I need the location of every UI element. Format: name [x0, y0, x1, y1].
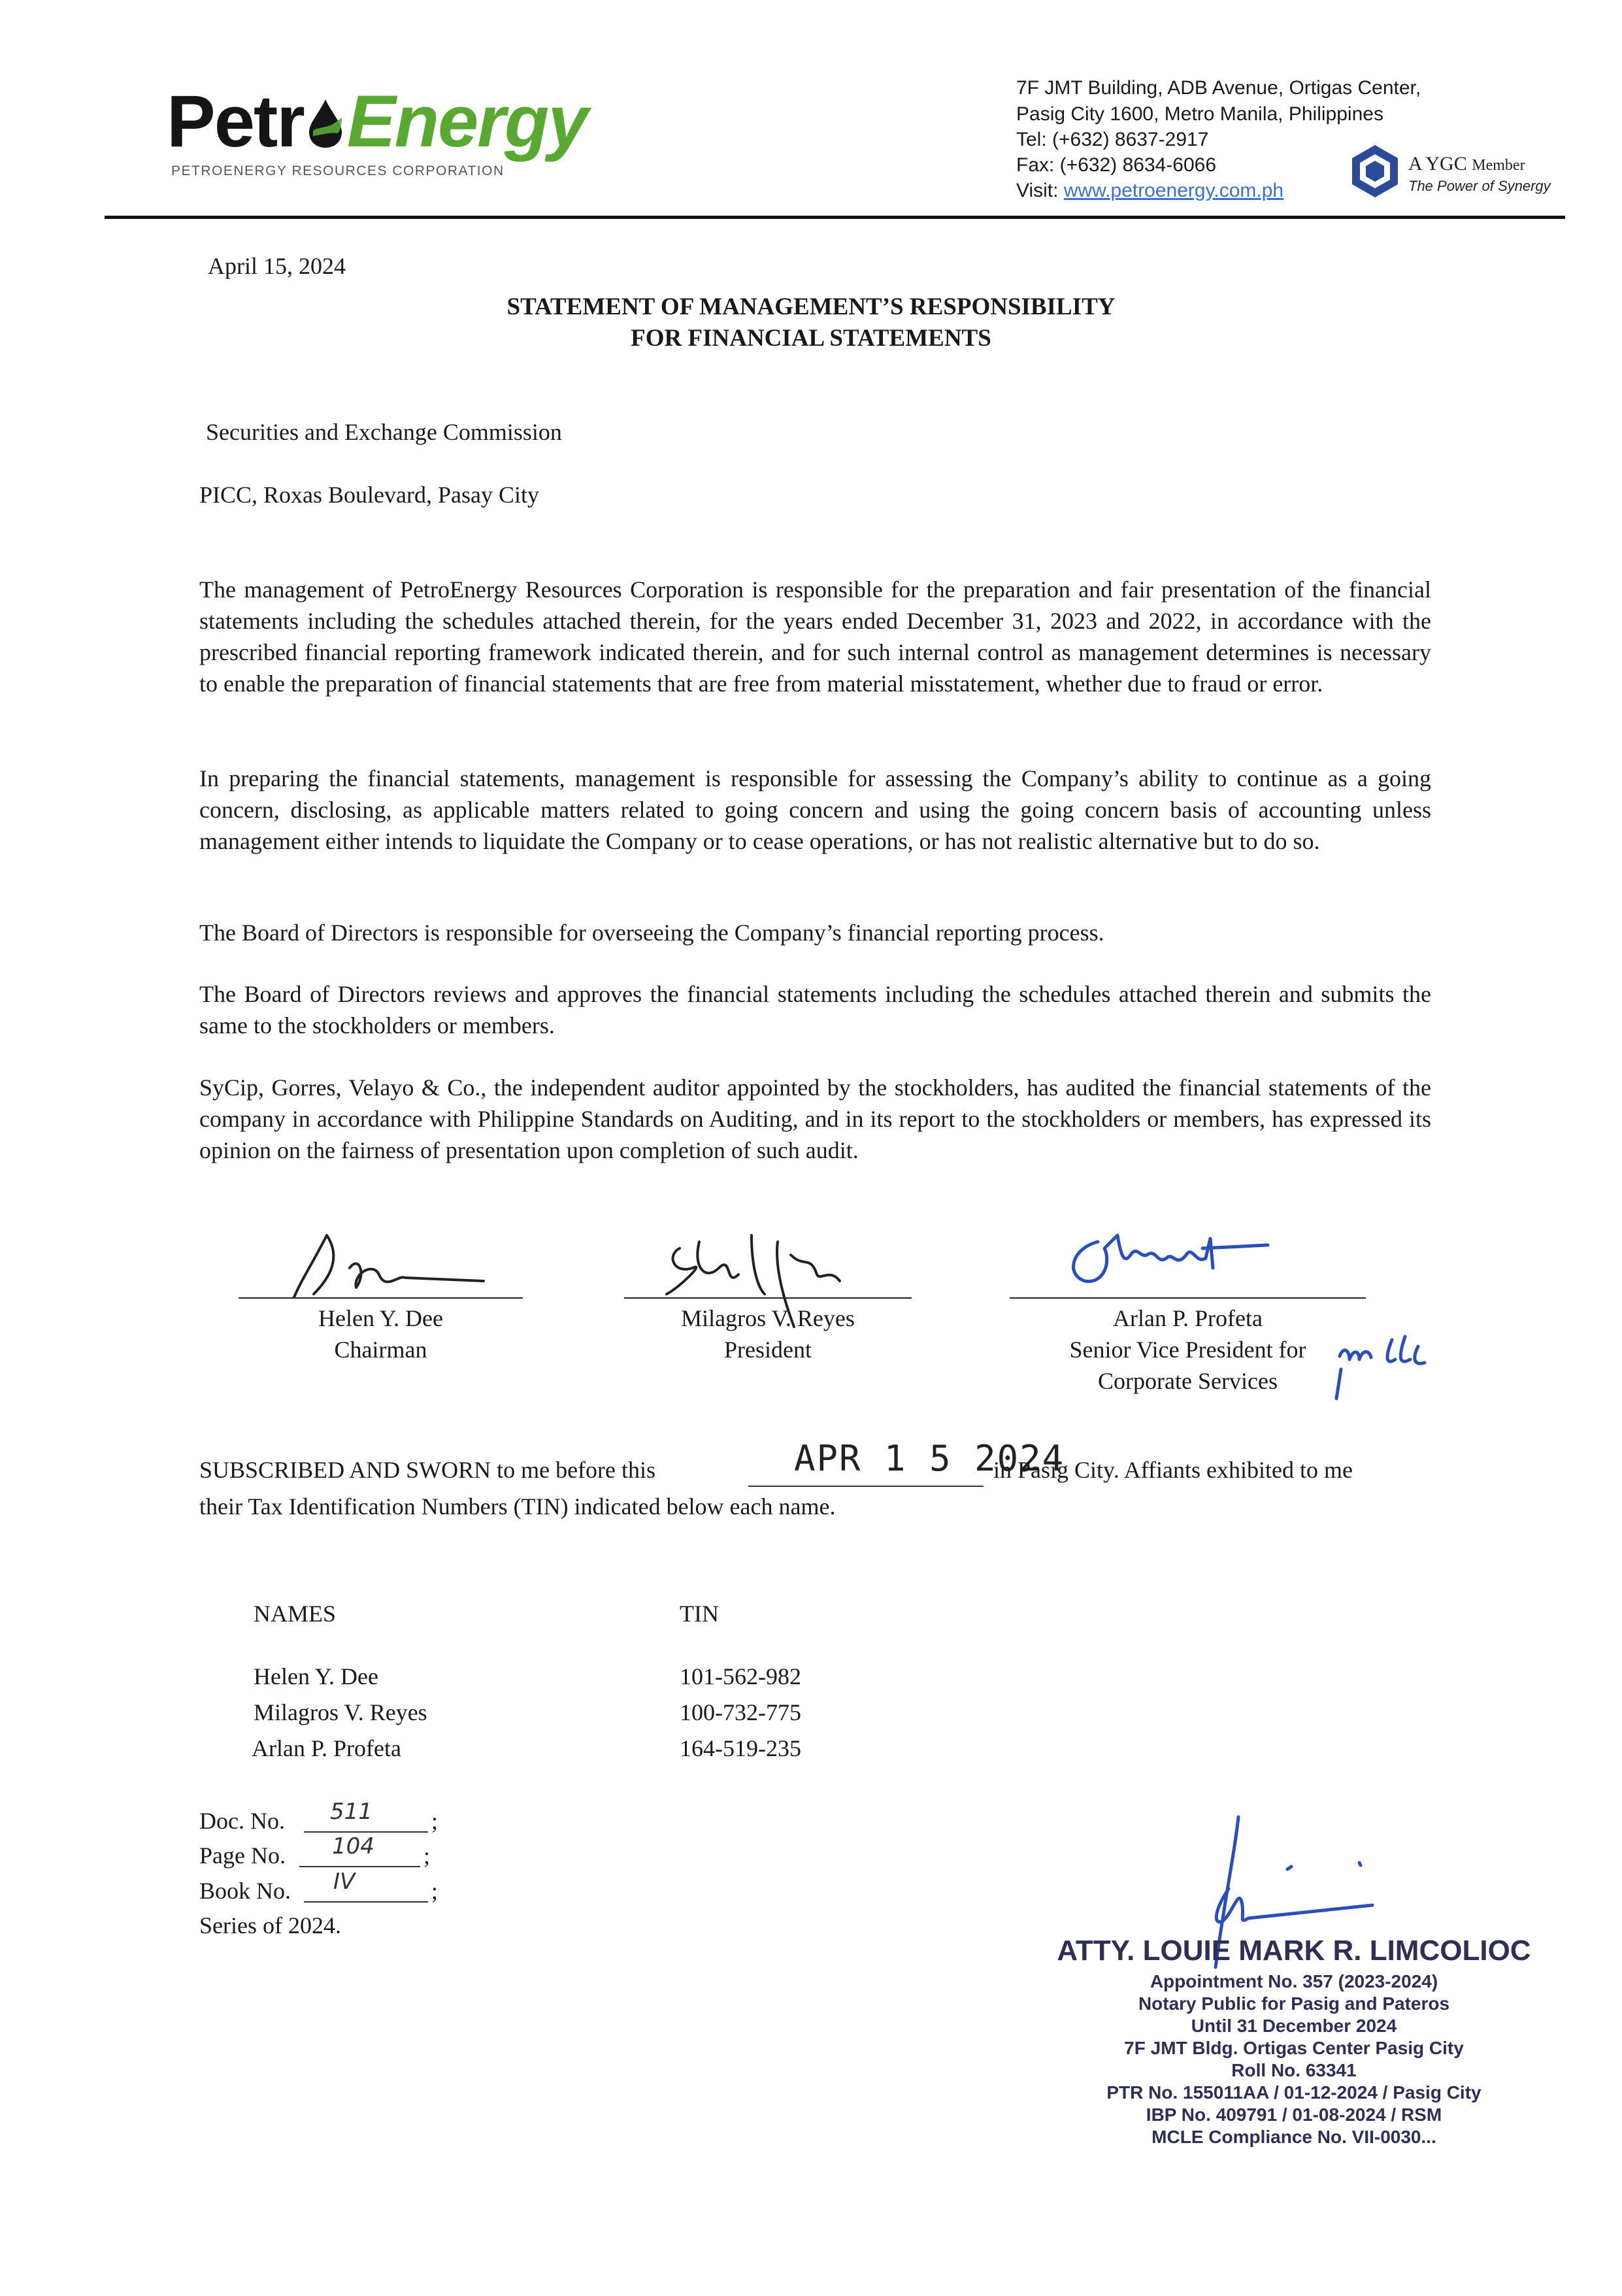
signatory-name-2: Milagros V. Reyes	[681, 1305, 855, 1331]
ygc-hexagon-icon	[1349, 144, 1400, 199]
notary-ibp-no: IBP No. 409791 / 01-08-2024 / RSM	[1146, 2105, 1442, 2125]
notary-ptr-no: PTR No. 155011AA / 01-12-2024 / Pasig City	[1106, 2082, 1481, 2103]
notary-roll-no: Roll No. 63341	[1231, 2060, 1357, 2080]
book-no-label: Book No.	[199, 1878, 291, 1904]
notary-address: 7F JMT Bldg. Ortigas Center Pasig City	[1124, 2038, 1464, 2058]
signatory-name-3: Arlan P. Profeta	[1113, 1305, 1263, 1331]
series-year: Series of 2024.	[199, 1912, 341, 1938]
paragraph-5: SyCip, Gorres, Velayo & Co., the independent auditor appointed by the stockholders, has audited the financial statements of the company in accordance with Philippine Standards on Auditing, and in its report to the stockholders or members, has expressed its opinion on the fairness of presentation upon completion of such audit.	[199, 1074, 1431, 1163]
paragraph-2: In preparing the financial statements, management is responsible for assessing the Company’s ability to continue as a going concern, disclosing, as applicable matters related to going concern and using the going concern basis of accounting unless management either intends to liquidate the Company or to cease operations, or has not realistic alternative but to do so.	[199, 765, 1431, 854]
tin-row-value: 101-562-982	[680, 1663, 801, 1689]
telephone: Tel: (+632) 8637-2917	[1016, 129, 1209, 150]
page-no-label: Page No.	[199, 1842, 286, 1869]
address-line-2: Pasig City 1600, Metro Manila, Philippines	[1016, 103, 1383, 125]
tin-header-tin: TIN	[680, 1601, 719, 1627]
jurat-text-after: in Pasig City. Affiants exhibited to me	[993, 1457, 1353, 1483]
fax: Fax: (+632) 8634-6066	[1016, 154, 1217, 176]
notary-public-for: Notary Public for Pasig and Pateros	[1138, 1993, 1450, 2014]
company-logo	[167, 80, 588, 162]
signatory-title-3b: Corporate Services	[1098, 1368, 1278, 1394]
website-line	[1016, 181, 1283, 201]
initials-mark	[1333, 1330, 1483, 1402]
notary-name: ATTY. LOUIE MARK R. LIMCOLIOC	[1057, 1935, 1531, 1967]
tin-row-name: Helen Y. Dee	[254, 1663, 378, 1689]
notary-until: Until 31 December 2024	[1191, 2016, 1397, 2036]
paragraph-4: The Board of Directors reviews and approves the financial statements including the schedules attached therein and submits the same to the stockholders or members.	[199, 981, 1431, 1039]
page-no-semicolon: ;	[423, 1842, 431, 1869]
signature-line-3	[1010, 1297, 1366, 1299]
tin-row-name: Milagros V. Reyes	[254, 1699, 427, 1725]
letter-date: April 15, 2024	[208, 253, 346, 279]
notary-mcle: MCLE Compliance No. VII-0030...	[1151, 2127, 1436, 2147]
oil-drop-icon	[306, 98, 344, 149]
signature-line-1	[239, 1297, 523, 1299]
book-no-semicolon: ;	[431, 1878, 439, 1904]
notary-appointment: Appointment No. 357 (2023-2024)	[1150, 1971, 1438, 1991]
recipient-line-2: PICC, Roxas Boulevard, Pasay City	[199, 482, 539, 508]
logo-text-dark: Petr	[167, 80, 304, 162]
company-subtitle: PETROENERGY RESOURCES CORPORATION	[171, 163, 505, 178]
header-divider	[105, 216, 1565, 219]
signature-line-2	[624, 1297, 912, 1299]
signatory-title-2: President	[724, 1337, 812, 1363]
jurat-text-before: SUBSCRIBED AND SWORN to me before this	[199, 1457, 656, 1483]
doc-no-semicolon: ;	[431, 1808, 439, 1834]
tin-row-value: 164-519-235	[680, 1735, 801, 1761]
signatory-title-1: Chairman	[334, 1337, 427, 1363]
jurat-line-2: their Tax Identification Numbers (TIN) indicated below each name.	[199, 1493, 836, 1520]
title-line-1: STATEMENT OF MANAGEMENT’S RESPONSIBILITY	[506, 293, 1116, 320]
doc-no-value: 511	[330, 1799, 372, 1825]
signature-helen-dee	[288, 1229, 497, 1307]
recipient-line-1: Securities and Exchange Commission	[206, 419, 562, 445]
ygc-tagline: The Power of Synergy	[1408, 178, 1551, 194]
tin-row-name: Arlan P. Profeta	[252, 1735, 401, 1761]
doc-no-line	[304, 1831, 428, 1833]
logo-text-green: Energy	[346, 80, 588, 162]
signatory-name-1: Helen Y. Dee	[318, 1305, 443, 1331]
book-no-line	[304, 1901, 428, 1903]
address-line-1: 7F JMT Building, ADB Avenue, Ortigas Center,	[1016, 77, 1421, 99]
page-no-line	[299, 1866, 420, 1867]
book-no-value: IV	[333, 1869, 356, 1895]
paragraph-1: The management of PetroEnergy Resources Corporation is responsible for the preparation and fair presentation of the financial statements including the schedules attached therein, for the years ended December 31, 2023 and 2022, in accordance with the prescribed financial reporting framework indicated therein, and for such internal control as management determines is necessary to enable the preparation of financial statements that are free from material misstatement, whether due to fraud or error.	[199, 576, 1431, 697]
jurat-date-line	[748, 1486, 984, 1487]
paragraph-3: The Board of Directors is responsible for overseeing the Company’s financial reporting process.	[199, 920, 1104, 946]
tin-header-names: NAMES	[254, 1601, 337, 1627]
page-no-value: 104	[332, 1833, 374, 1859]
visit-label: Visit:	[1016, 180, 1059, 201]
doc-no-label: Doc. No.	[199, 1808, 285, 1834]
website-link[interactable]: www.petroenergy.com.ph	[1063, 180, 1284, 201]
signatory-title-3: Senior Vice President for	[1069, 1337, 1306, 1363]
tin-row-value: 100-732-775	[680, 1699, 801, 1725]
title-line-2: FOR FINANCIAL STATEMENTS	[631, 325, 991, 352]
date-stamp: APR 1 5 2024	[794, 1438, 1065, 1479]
ygc-member-label: A YGC Member	[1408, 153, 1525, 175]
